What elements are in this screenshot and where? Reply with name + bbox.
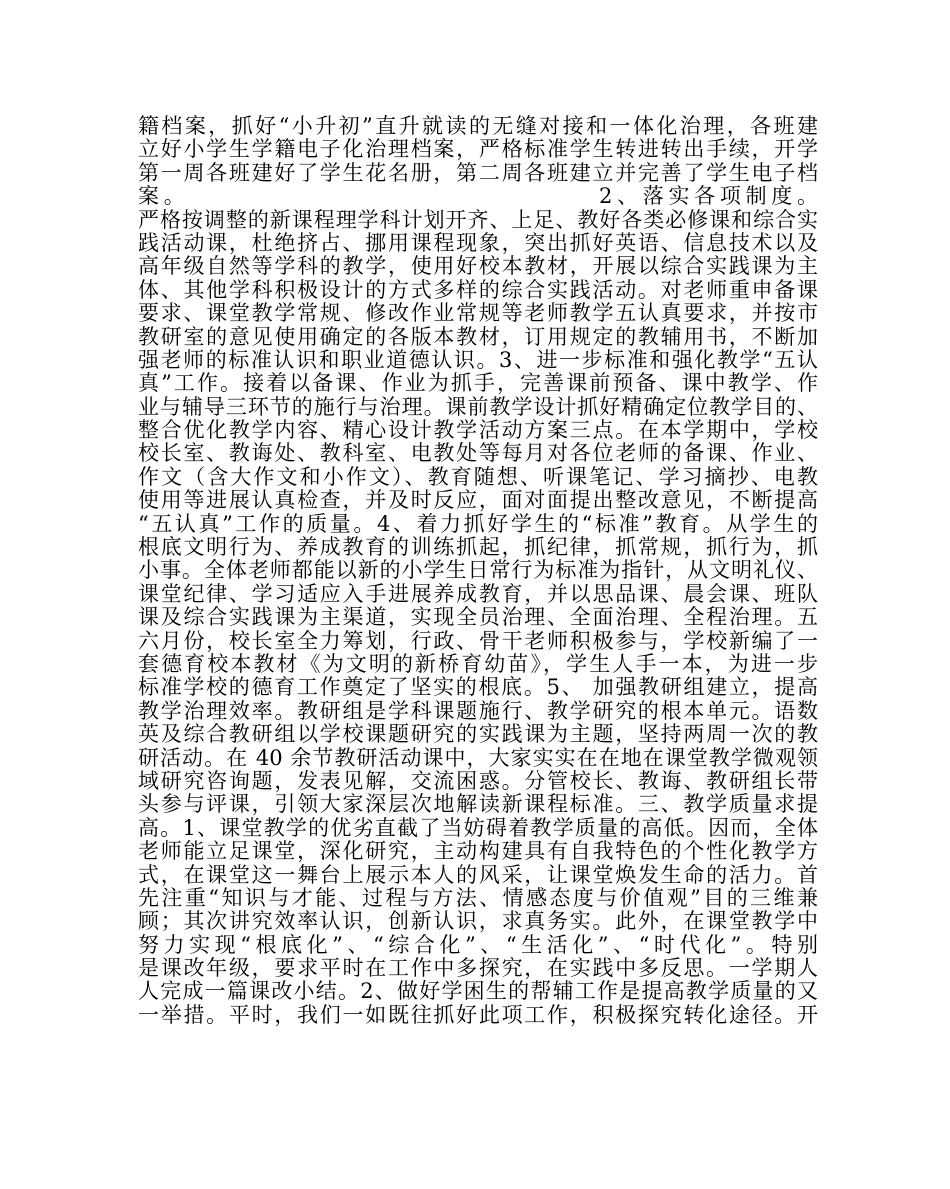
text-line: 六月份，校长室全力筹划，行政、骨干老师积极参与，学校新编了一 xyxy=(138,628,818,653)
text-line: 努力实现“根底化”、“综合化”、“生活化”、“时代化”。特别 xyxy=(138,932,818,957)
text-line: 顾；其次讲究效率认识，创新认识，求真务实。此外，在课堂教学中 xyxy=(138,909,818,934)
text-line: 是课改年级，要求平时在工作中多探究，在实践中多反思。一学期人 xyxy=(138,956,818,981)
text-line: 课堂纪律、学习适应入手进展养成教育，并以思品课、晨会课、班队 xyxy=(138,581,818,606)
text-line: 人完成一篇课改小结。2、做好学困生的帮辅工作是提高教学质量的又 xyxy=(138,979,818,1004)
text-line: 业与辅导三环节的施行与治理。课前教学设计抓好精确定位教学目的、 xyxy=(138,394,818,419)
text-line: 研活动。在 40 余节教研活动课中，大家实实在在地在课堂教学微观领 xyxy=(138,745,818,770)
text-line: 籍档案，抓好“小升初”直升就读的无缝对接和一体化治理，各班建 xyxy=(138,114,818,138)
text-line: 要求、课堂教学常规、修改作业常规等老师教学五认真要求，并按市 xyxy=(138,301,818,326)
text-line: 先注重“知识与才能、过程与方法、情感态度与价值观”目的三维兼 xyxy=(138,885,818,910)
text-line: 域研究咨询题，发表见解，交流困惑。分管校长、教诲、教研组长带 xyxy=(138,768,818,793)
text-line: 践活动课，杜绝挤占、挪用课程现象，突出抓好英语、信息技术以及 xyxy=(138,230,818,255)
text-line: 一举措。平时，我们一如既往抓好此项工作，积极探究转化途径。开 xyxy=(138,1002,818,1027)
text-line: 体、其他学科积极设计的方式多样的综合实践活动。对老师重申备课 xyxy=(138,277,818,302)
text-line: 第一周各班建好了学生花名册，第二周各班建立并完善了学生电子档 xyxy=(138,160,818,185)
text-line: 套德育校本教材《为文明的新桥育幼苗》，学生人手一本，为进一步 xyxy=(138,651,818,676)
body-text xyxy=(138,115,818,1027)
text-line: 使用等进展认真检查，并及时反应，面对面提出整改意见，不断提高 xyxy=(138,488,818,513)
text-line: 严格按调整的新课程理学科计划开齐、上足、教好各类必修课和综合实 xyxy=(138,207,818,232)
text-line: 立好小学生学籍电子化治理档案，严格标准学生转进转出手续，开学 xyxy=(138,137,818,162)
text-line: 强老师的标准认识和职业道德认识。3、进一步标准和强化教学“五认 xyxy=(138,347,818,372)
text-line: 高年级自然等学科的教学，使用好校本教材，开展以综合实践课为主 xyxy=(138,254,818,279)
text-line: 头参与评课，引领大家深层次地解读新课程标准。三、教学质量求提 xyxy=(138,792,818,817)
text-line: 案。 2、落实各项制度。 xyxy=(138,184,818,209)
text-line: 小事。全体老师都能以新的小学生日常行为标准为指针，从文明礼仪、 xyxy=(138,558,818,583)
text-line: 英及综合教研组以学校课题研究的实践课为主题，坚持两周一次的教 xyxy=(138,722,818,747)
text-line: 根底文明行为、养成教育的训练抓起，抓纪律，抓常规，抓行为，抓 xyxy=(138,535,818,560)
text-line: 教研室的意见使用确定的各版本教材，订用规定的教辅用书，不断加 xyxy=(138,324,818,349)
text-line: 真”工作。接着以备课、作业为抓手，完善课前预备、课中教学、作 xyxy=(138,371,818,396)
text-line: “五认真”工作的质量。4、着力抓好学生的“标准”教育。从学生的 xyxy=(138,511,818,536)
text-line: 式，在课堂这一舞台上展示本人的风采，让课堂焕发生命的活力。首 xyxy=(138,862,818,887)
text-line: 校长室、教诲处、教科室、电教处等每月对各位老师的备课、作业、 xyxy=(138,441,818,466)
text-line: 标准学校的德育工作奠定了坚实的根底。5、 加强教研组建立，提高 xyxy=(138,675,818,700)
text-line: 整合优化教学内容、精心设计教学活动方案三点。在本学期中，学校 xyxy=(138,418,818,443)
text-line: 高。1、课堂教学的优劣直截了当妨碍着教学质量的高低。因而，全体 xyxy=(138,815,818,840)
text-line: 作文（含大作文和小作文）、教育随想、听课笔记、学习摘抄、电教 xyxy=(138,464,818,489)
text-line: 教学治理效率。教研组是学科课题施行、教学研究的根本单元。语数 xyxy=(138,698,818,723)
text-line: 老师能立足课堂，深化研究，主动构建具有自我特色的个性化教学方 xyxy=(138,839,818,864)
text-line: 课及综合实践课为主渠道，实现全员治理、全面治理、全程治理。五 xyxy=(138,605,818,630)
